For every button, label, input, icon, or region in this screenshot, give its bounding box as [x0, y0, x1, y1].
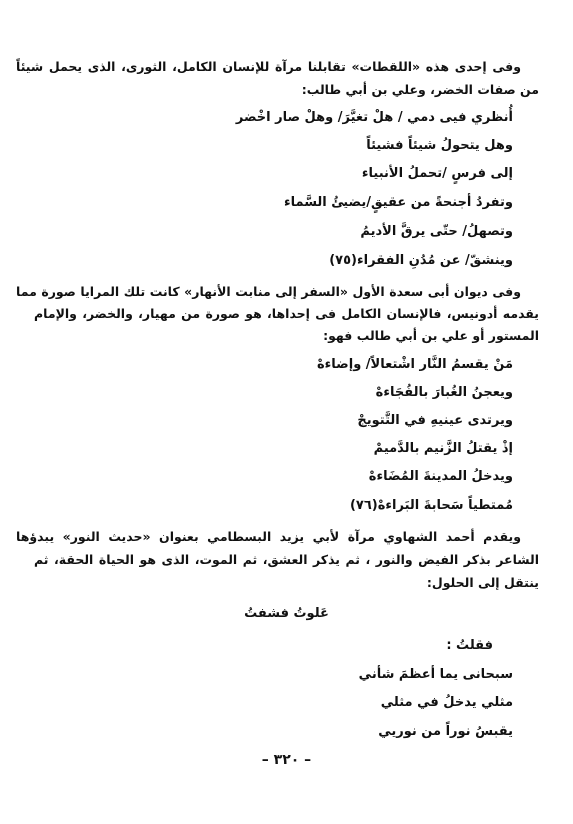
verse-line: إلى فرسٍ /تحملُ الأنبياء: [361, 166, 513, 181]
paragraph-1-line-2: من صفات الخضر، وعلي بن أبي طالب:: [301, 82, 539, 97]
paragraph-3-line-1: ويقدم أحمد الشهاوي مرآة لأبي يزيد البسطامي بعنوان «حديث النور» يبدؤها: [16, 529, 521, 544]
paragraph-2-line-3: المستور أو علي بن أبي طالب فهو:: [323, 328, 539, 343]
paragraph-3-line-2: الشاعر بذكر الفيض والنور ، ثم يذكر العشق، ثم الموت، الذى هو الحياة الحقة، ثم: [34, 552, 539, 567]
verse-line: ويعجنُ الغُبارَ بالفُجَاءهْ: [375, 385, 513, 400]
paragraph-3-line-3: ينتقل إلى الحلول:: [426, 575, 539, 590]
paragraph-1-line-1: وفى إحدى هذه «اللقطات» تقابلنا مرآة للإنسان الكامل، الثورى، الذى يحمل شيئاً: [16, 59, 521, 74]
verse-line: ويرتدى عينيهِ في التَّتويجْ: [357, 413, 513, 428]
verse-line: إذْ يقتلُ الزَّنيم بالدَّميمْ: [373, 441, 513, 456]
paragraph-2-line-1: وفى ديوان أبى سعدة الأول «السفر إلى منابت الأنهار» كانت تلك المرايا صورة مما: [16, 284, 521, 299]
page-number: – ٣٢٠ –: [261, 752, 312, 768]
verse-line: يقبسُ نوراً من نوريي: [378, 724, 513, 739]
paragraph-2-line-2: يقدمه أدونيس، فالإنسان الكامل فى إحداها، هو صورة من مهيار، والخضر، والإمام: [34, 306, 539, 321]
verse-line: فقلتُ :: [446, 638, 493, 653]
verse-line: أُنظري فيى دمي / هلْ تغيَّرَ/ وهلْ صار اخْضر: [235, 110, 513, 125]
verse-line: وتصهلُ/ حتّى يرقَّ الأديمُ: [360, 224, 513, 239]
verse-line: سبحانى يما أعظمَ شأني: [358, 667, 513, 682]
verse-line: وتفردُ أجنحةً من عقيقٍ/يضيئُ السَّماء: [283, 195, 513, 210]
verse-line: ويدخلُ المدينةَ المُضَاءهْ: [368, 469, 513, 484]
verse-line: وينشقّ/ عن مُدُنِ الفقراء(٧٥): [329, 253, 513, 268]
poem-heading: عَلوتُ فشفتُ: [244, 606, 329, 621]
verse-line: مُمتطياً سَحابةَ البَراءهْ(٧٦): [349, 498, 513, 513]
verse-line: وهل يتحولُ شيئاً فشيئاً: [366, 138, 513, 153]
verse-line: مثلي يدخلُ في مثلي: [380, 695, 513, 710]
verse-line: مَنْ يقسمُ النَّار اشْتعالاً/ وإضاءهْ: [316, 357, 513, 372]
